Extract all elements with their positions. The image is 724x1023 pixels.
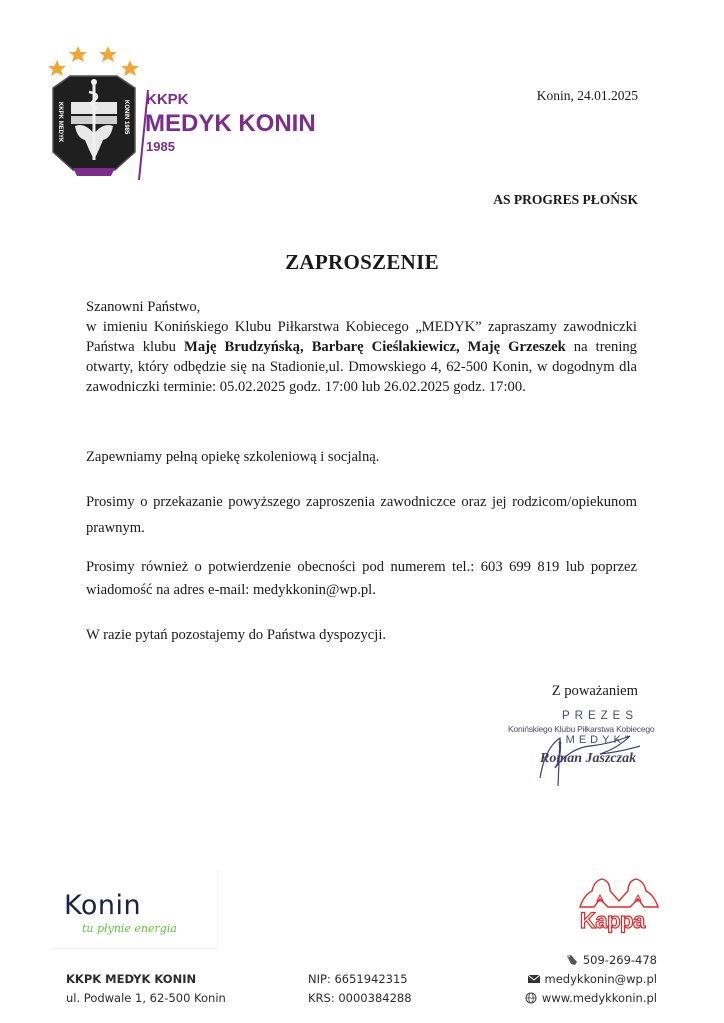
logo-line-kkpk: KKPK [146, 91, 189, 108]
invitation-text-b: na trening otwarty, który odbędzie się na Stadionie,ul. Dmowskiego 4, 62-500 Konin, w dogodnym dla zawodniczki terminie: 05.02.2025 godz. 17:00 lub 26.02.2025 godz. 17:00. [86, 339, 637, 395]
questions-paragraph: W razie pytań pozostajemy do Państwa dyspozycji. [86, 627, 387, 643]
kappa-omini-icon [574, 871, 664, 911]
closing: Z poważaniem [551, 683, 638, 699]
footer-phone [565, 953, 657, 967]
footer-address: ul. Podwale 1, 62-500 Konin [66, 991, 226, 1005]
footer-email [527, 972, 657, 986]
star-icons [48, 46, 139, 76]
footer-nip: NIP: 6651942315 [308, 972, 408, 986]
club-crest-icon [45, 42, 145, 182]
logo-line-year: 1985 [146, 139, 175, 154]
konin-city-logo [52, 870, 218, 949]
recipient: AS PROGRES PŁOŃSK [493, 192, 638, 207]
kappa-logo-word: Kappa [580, 908, 645, 933]
globe-icon [524, 992, 538, 1004]
phone-number: 509-269-478 [582, 953, 657, 967]
logo-line-medyk-konin: MEDYK KONIN [145, 110, 316, 137]
konin-logo-slogan: tu płynie energia [82, 922, 177, 935]
envelope-icon [527, 973, 541, 985]
stamp-club: „MEDYK” [558, 734, 633, 746]
letter-date: Konin, 24.01.2025 [536, 88, 638, 103]
konin-logo-word: Konin [64, 890, 142, 921]
kappa-logo [574, 871, 664, 937]
stamp-title: PREZES [562, 710, 639, 722]
website-url[interactable]: www.medykkonin.pl [541, 991, 657, 1005]
confirmation-paragraph: Prosimy również o potwierdzenie obecności pod numerem tel.: 603 699 819 lub poprzez wiadomość na adres e-mail: medykkonin@wp.pl. [86, 559, 637, 598]
stamp-org: Konińskiego Klubu Piłkarstwa Kobiecego [508, 724, 655, 734]
greeting: Szanowni Państwo, [86, 299, 201, 315]
invitation-paragraph [86, 317, 637, 397]
forward-paragraph: Prosimy o przekazanie powyższego zaproszenia zawodniczce oraz jej rodzicom/opiekunom prawnym. [86, 494, 637, 536]
stamp-name: Roman Jaszczak [540, 751, 637, 766]
crest-right-text: KONIN 1985 [123, 100, 129, 135]
invitation-text-a: w imieniu Konińskiego Klubu Piłkarstwa Kobiecego „MEDYK” zapraszamy zawodniczki Państwa klubu [86, 319, 637, 355]
club-logo [45, 42, 320, 182]
footer-krs: KRS: 0000384288 [308, 991, 412, 1005]
document-title: ZAPROSZENIE [285, 250, 439, 274]
care-paragraph: Zapewniamy pełną opiekę szkoleniową i socjalną. [86, 449, 380, 465]
invited-players: Maję Brudzyńską, Barbarę Cieślakiewicz, Maję Grzeszek [184, 339, 566, 355]
handwritten-signature [500, 708, 680, 788]
footer-website [524, 991, 657, 1005]
signature-stamp [500, 708, 680, 788]
phone-icon [565, 954, 579, 966]
footer-club-name: KKPK MEDYK KONIN [66, 972, 197, 986]
crest-left-text: KKPK MEDYK [57, 102, 63, 143]
email-address[interactable]: medykkonin@wp.pl [544, 972, 657, 986]
